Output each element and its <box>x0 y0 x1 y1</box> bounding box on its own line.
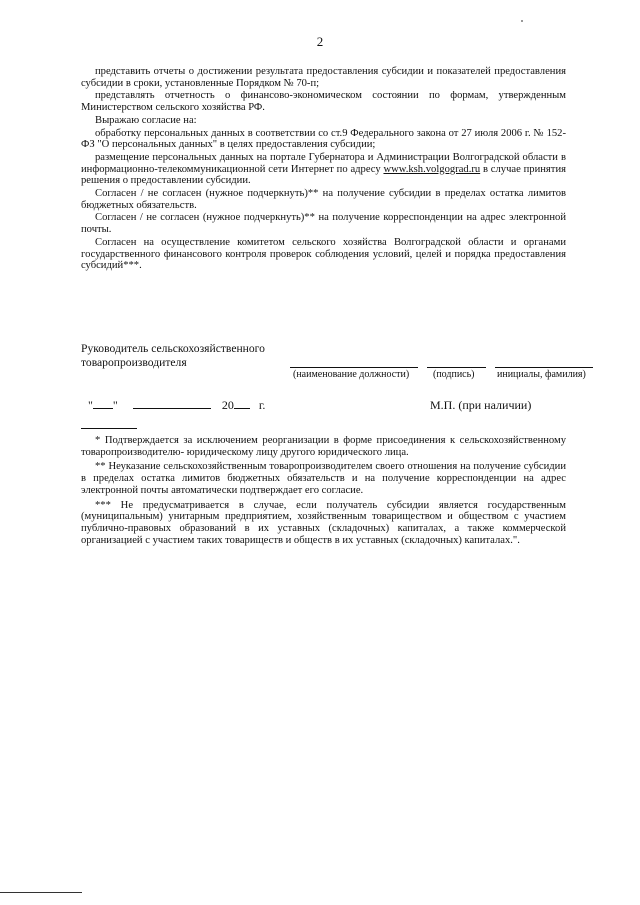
paragraph-financial-reports: представлять отчетность о финансово-экономическом состоянии по формам, утвержденным Министерством сельского хозяйства РФ. <box>81 90 566 114</box>
name-label: инициалы, фамилия) <box>497 369 586 380</box>
name-blank-line[interactable] <box>495 367 593 368</box>
bottom-margin-line <box>0 892 82 893</box>
date-quote-close: " <box>112 398 118 412</box>
website-link[interactable]: www.ksh.volgograd.ru <box>383 163 481 175</box>
paragraph-consent-intro: Выражаю согласие на: <box>95 114 197 126</box>
footnote-2: ** Неуказание сельскохозяйственным товаропроизводителем своего отношения на получение субсидии в пределах остатка лимитов бюджетных обязательств и на получение корреспонденции на адрес электронной почты автоматически подтверждает его согласие. <box>81 461 566 496</box>
scan-speck <box>521 20 523 22</box>
paragraph-consent-inspection: Согласен на осуществление комитетом сельского хозяйства Волгоградской области и органами государственного финансового контроля проверок соблюдения условий, целей и порядка предоставления субсидий***. <box>81 236 566 272</box>
paragraph-reports: представить отчеты о достижении результата предоставления субсидии и показателей предоставления субсидии в сроки, установленные Порядком № 70-п; <box>81 66 566 89</box>
signatory-title <box>81 342 265 369</box>
paragraph-consent-email: Согласен / не согласен (нужное подчеркнуть)** на получение корреспонденции на адрес электронной почты. <box>81 212 566 236</box>
signature-label: (подпись) <box>433 369 475 380</box>
day-blank[interactable] <box>93 398 113 409</box>
stamp-note: М.П. (при наличии) <box>430 398 532 412</box>
year-prefix: 20 <box>221 398 234 412</box>
position-blank-line[interactable] <box>290 367 418 368</box>
signatory-title-line-1: Руководитель сельскохозяйственного <box>81 342 265 355</box>
footnote-1: * Подтверждается за исключением реорганизации в форме присоединения к сельскохозяйственному товаропроизводителю- юридическому лицу другого юридического лица. <box>81 435 566 458</box>
signature-blank-line[interactable] <box>427 367 486 368</box>
year-suffix: г. <box>258 398 266 412</box>
signatory-title-line-2: товаропроизводителя <box>81 355 187 369</box>
date-quote-open: " <box>88 398 93 412</box>
paragraph-data-placement <box>81 152 566 187</box>
footnotes <box>81 435 566 549</box>
year-blank[interactable] <box>234 398 250 409</box>
month-blank[interactable] <box>133 398 211 409</box>
paragraph-consent-subsidy: Согласен / не согласен (нужное подчеркнуть)** на получение субсидии в пределах остатка лимитов бюджетных обязательств. <box>81 188 566 211</box>
page-number: 2 <box>316 34 324 49</box>
date-field <box>88 398 265 413</box>
paragraph-personal-data: обработку персональных данных в соответствии со ст.9 Федерального закона от 27 июля 2006 г. № 152-ФЗ "О персональных данных" в целях предоставления субсидии; <box>81 127 566 151</box>
placement-text-before: размещение персональных данных на портале Губернатора и Администрации Волгоградской области в информационно-телекоммуникационной сети Интернет по адресу <box>81 151 566 175</box>
placement-text-after: в случае принятия решения о предоставлении субсидии. <box>81 163 566 187</box>
position-label: (наименование должности) <box>293 369 410 380</box>
footnote-3: *** Не предусматривается в случае, если получатель субсидии является государственным (муниципальным) унитарным предприятием, хозяйственным товариществом и обществом с участием публично-правовых образований в их уставных (складочных) капиталах, а также коммерческой организацией с участием таких товариществ и обществ в их уставных (складочных) капиталах.". <box>81 499 566 546</box>
footnote-separator <box>81 428 137 429</box>
document-body <box>81 66 566 272</box>
